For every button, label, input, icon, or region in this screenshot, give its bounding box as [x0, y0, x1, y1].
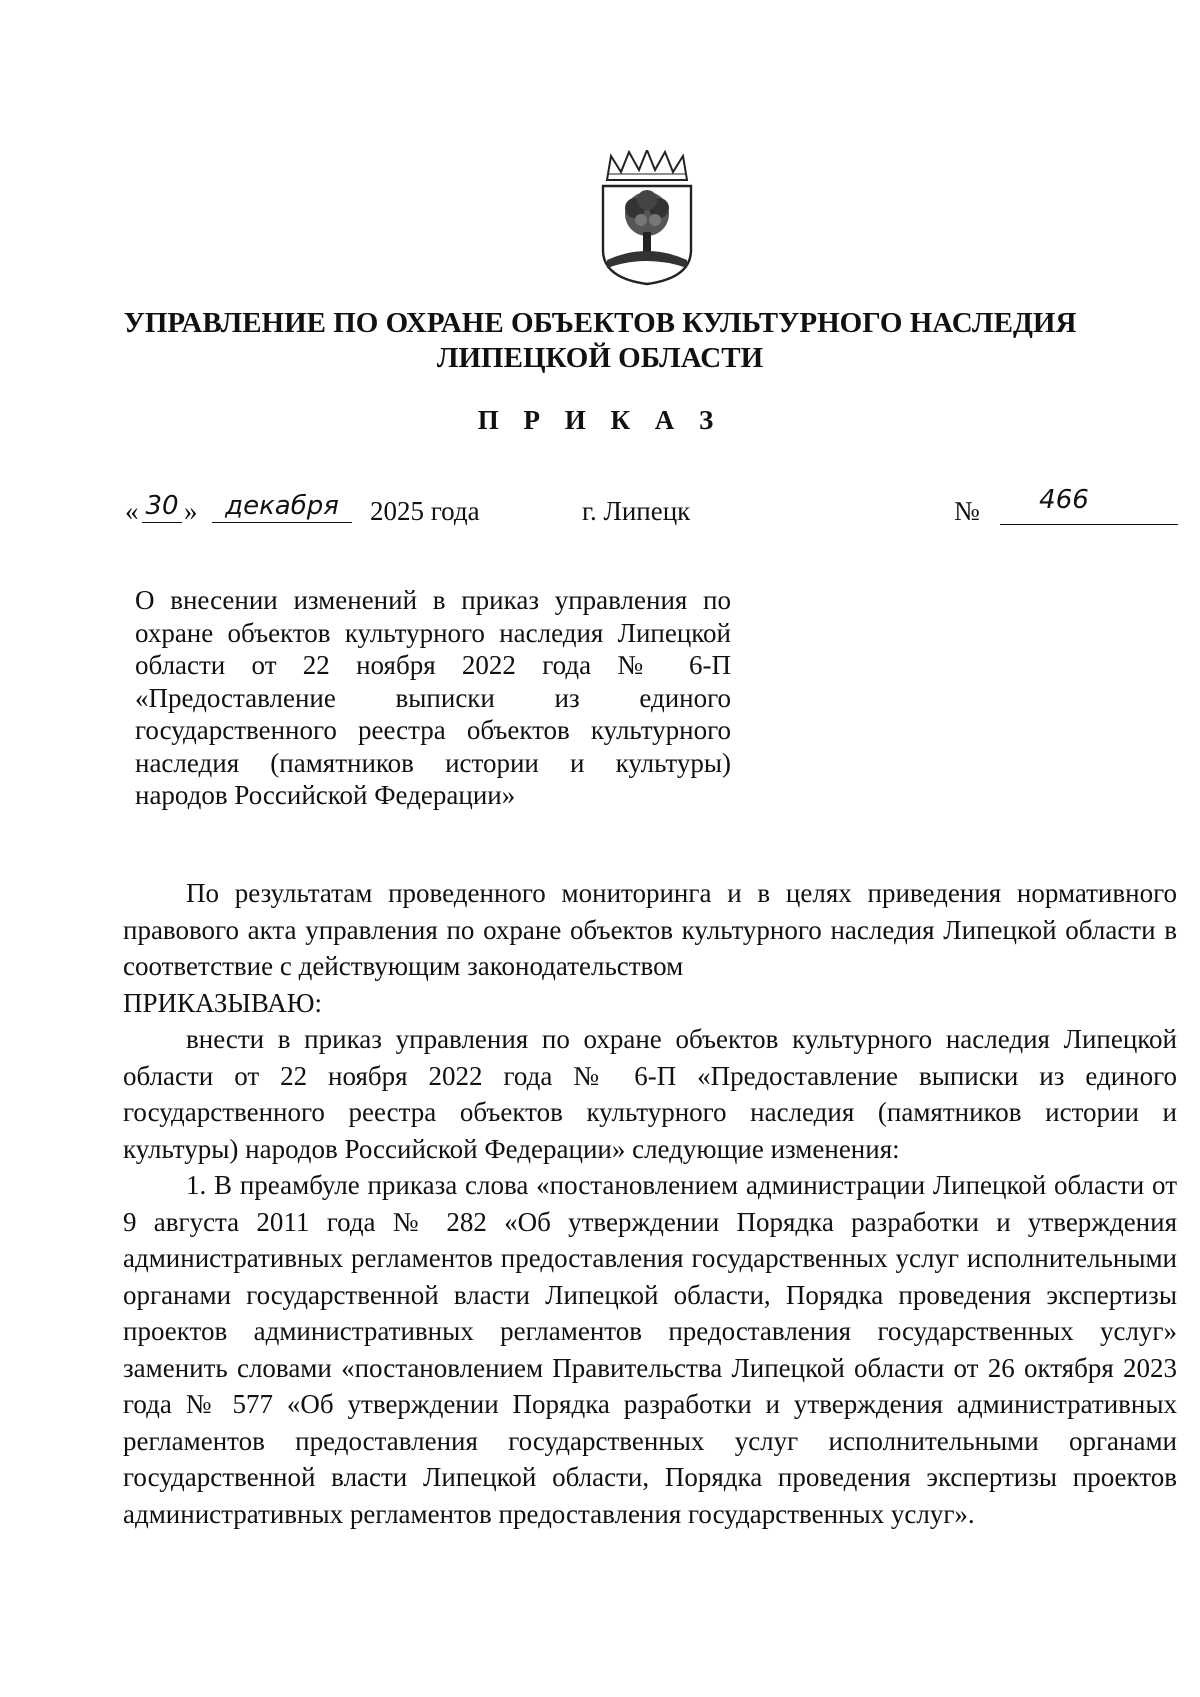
document-type: П Р И К А З [477, 405, 723, 435]
intro-paragraph: внести в приказ управления по охране объектов культурного наследия Липецкой области от 22 ноября 2022 года № 6-П «Предоставление выписки из единого государственного реестра объектов культурного наследия (памятников истории и культуры) народов Российской Федерации» следующие изменения: [123, 1024, 1177, 1164]
organization-title [100, 306, 1100, 376]
organization-title-line2: ЛИПЕЦКОЙ ОБЛАСТИ [436, 342, 764, 374]
order-city: г. Липецк [582, 496, 691, 526]
order-day: 30 [142, 490, 182, 523]
item-1-paragraph: 1. В преамбуле приказа слова «постановлением администрации Липецкой области от 9 августа 2011 года № 282 «Об утверждении Порядка разработки и утверждения административных регламентов предоставления государственных услуг исполнительными органами государственной власти Липецкой области, Порядка проведения экспертизы проектов административных регламентов предоставления государственных услуг» заменить словами «постановлением Правительства Липецкой области от 26 октября 2023 года № 577 «Об утверждении Порядка разработки и утверждения административных регламентов предоставления государственных услуг исполнительными органами государственной власти Липецкой области, Порядка проведения экспертизы проектов административных регламентов предоставления государственных услуг». [123, 1170, 1177, 1529]
organization-title-line1: УПРАВЛЕНИЕ ПО ОХРАНЕ ОБЪЕКТОВ КУЛЬТУРНОГО НАСЛЕДИЯ [123, 307, 1077, 339]
order-number: 466 [1039, 485, 1089, 515]
document-body [123, 875, 1177, 1532]
preamble-paragraph: По результатам проведенного мониторинга и в целях приведения нормативного правового акта управления по охране объектов культурного наследия Липецкой области в соответствие с действующим законодательством [123, 878, 1177, 981]
order-word: ПРИКАЗЫВАЮ: [123, 987, 322, 1018]
date-number-line [0, 485, 1200, 540]
quote-close: » [184, 496, 198, 526]
order-year: 2025 года [370, 496, 480, 526]
order-month: декабря [212, 490, 352, 523]
number-sign: № [954, 496, 980, 526]
document-subject: О внесении изменений в приказ управления по охране объектов культурного наследия Липецкой области от 22 ноября 2022 года № 6-П «Предоставление выписки из единого государственного реестра объектов культурного наследия (памятников истории и культуры) народов Российской Федерации» [135, 585, 731, 810]
coat-of-arms-icon [597, 150, 697, 286]
quote-open: « [125, 496, 139, 526]
